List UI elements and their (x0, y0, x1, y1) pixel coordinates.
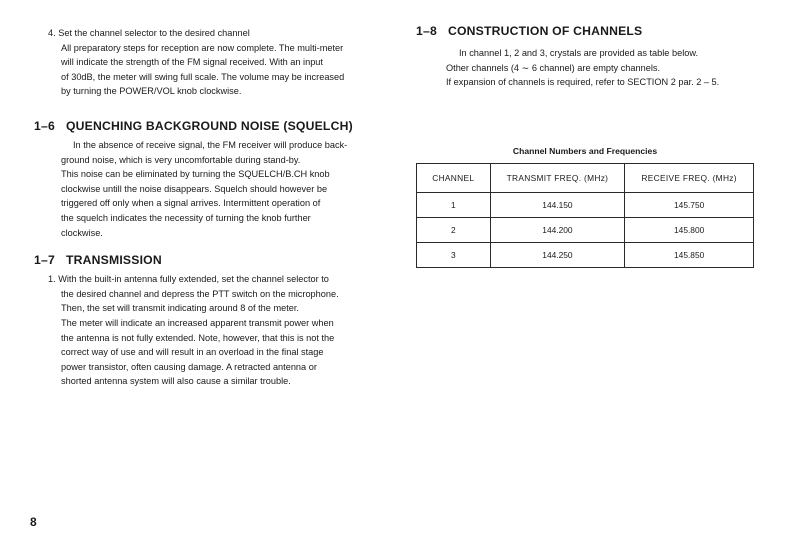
header-transmit-freq: TRANSMIT FREQ. (MHz) (490, 164, 625, 193)
paragraph-line: the antenna is not fully extended. Note, however, that this is not the (61, 332, 335, 343)
step-4-line: of 30dB, the meter will swing full scale. The volume may be increased (61, 71, 345, 82)
header-channel: CHANNEL (417, 164, 491, 193)
paragraph-line: The meter will indicate an increased apparent transmit power when (61, 317, 334, 328)
left-column (34, 26, 379, 389)
header-receive-freq: RECEIVE FREQ. (MHz) (625, 164, 754, 193)
step-4-line: by turning the POWER/VOL knob clockwise. (61, 86, 242, 97)
section-number: 1–6 (34, 118, 55, 133)
cell-transmit: 144.150 (490, 193, 625, 218)
section-heading (34, 253, 379, 267)
paragraph-line: In channel 1, 2 and 3, crystals are provided as table below. (459, 48, 699, 58)
paragraph-line: If expansion of channels is required, refer to SECTION 2 par. 2 – 5. (446, 77, 720, 88)
table-row (417, 243, 754, 268)
channel-frequency-table (416, 163, 754, 268)
paragraph-line: correct way of use and will result in an overload in the final stage (61, 347, 324, 358)
table-row (417, 218, 754, 243)
table-title: Channel Numbers and Frequencies (512, 146, 658, 156)
cell-receive: 145.800 (625, 218, 754, 243)
section-title: CONSTRUCTION OF CHANNELS (448, 24, 643, 38)
cell-receive: 145.750 (625, 193, 754, 218)
paragraph-line: triggered off only when a signal arrives. Intermittent operation of (61, 198, 321, 209)
cell-channel: 1 (417, 193, 491, 218)
section-construction-of-channels (416, 24, 766, 90)
step-4-line: will indicate the strength of the FM signal received. With an input (61, 57, 323, 68)
paragraph-line: ground noise, which is very uncomfortable during stand-by. (61, 154, 301, 165)
reception-step-4 (34, 26, 379, 99)
cell-channel: 3 (417, 243, 491, 268)
section-body (34, 138, 379, 240)
step-4-lead: 4. Set the channel selector to the desired channel (48, 28, 250, 38)
section-number: 1–7 (34, 253, 55, 268)
page-number: 8 (30, 515, 37, 529)
paragraph-line: the squelch indicates the necessity of turning the knob further (61, 212, 311, 223)
transmission-step-1-lead: 1. With the built-in antenna fully extended, set the channel selector to (48, 274, 329, 285)
section-title: TRANSMISSION (66, 253, 162, 268)
cell-transmit: 144.250 (490, 243, 625, 268)
section-heading (416, 24, 766, 38)
section-heading (34, 119, 379, 133)
paragraph-line: shorted antenna system will also cause a similar trouble. (61, 376, 291, 387)
step-4-body (34, 41, 379, 99)
table-header-row (417, 164, 754, 193)
paragraph-line: clockwise. (61, 227, 103, 238)
step-4-line: All preparatory steps for reception are now complete. The multi-meter (61, 42, 344, 53)
transmission-step-1-body (34, 287, 379, 389)
cell-receive: 145.850 (625, 243, 754, 268)
paragraph-line: clockwise untill the noise disappears. Squelch should however be (61, 183, 328, 194)
section-squelch (34, 119, 379, 240)
section-transmission (34, 253, 379, 389)
right-column (416, 24, 766, 90)
channel-table-block (416, 146, 754, 268)
paragraph-line: power transistor, often causing damage. A retracted antenna or (61, 361, 317, 372)
paragraph-line: Other channels (4 ∼ 6 channel) are empty channels. (446, 62, 661, 73)
cell-transmit: 144.200 (490, 218, 625, 243)
paragraph-line: the desired channel and depress the PTT switch on the microphone. (61, 288, 339, 299)
paragraph-line: In the absence of receive signal, the FM receiver will produce back- (73, 139, 348, 150)
paragraph-line: Then, the set will transmit indicating around 8 of the meter. (61, 303, 299, 314)
section-body (416, 46, 766, 90)
section-body (34, 272, 379, 389)
section-title: QUENCHING BACKGROUND NOISE (SQUELCH) (66, 118, 353, 133)
paragraph-line: This noise can be eliminated by turning the SQUELCH/B.CH knob (61, 169, 330, 180)
cell-channel: 2 (417, 218, 491, 243)
table-row (417, 193, 754, 218)
section-number: 1–8 (416, 24, 437, 38)
